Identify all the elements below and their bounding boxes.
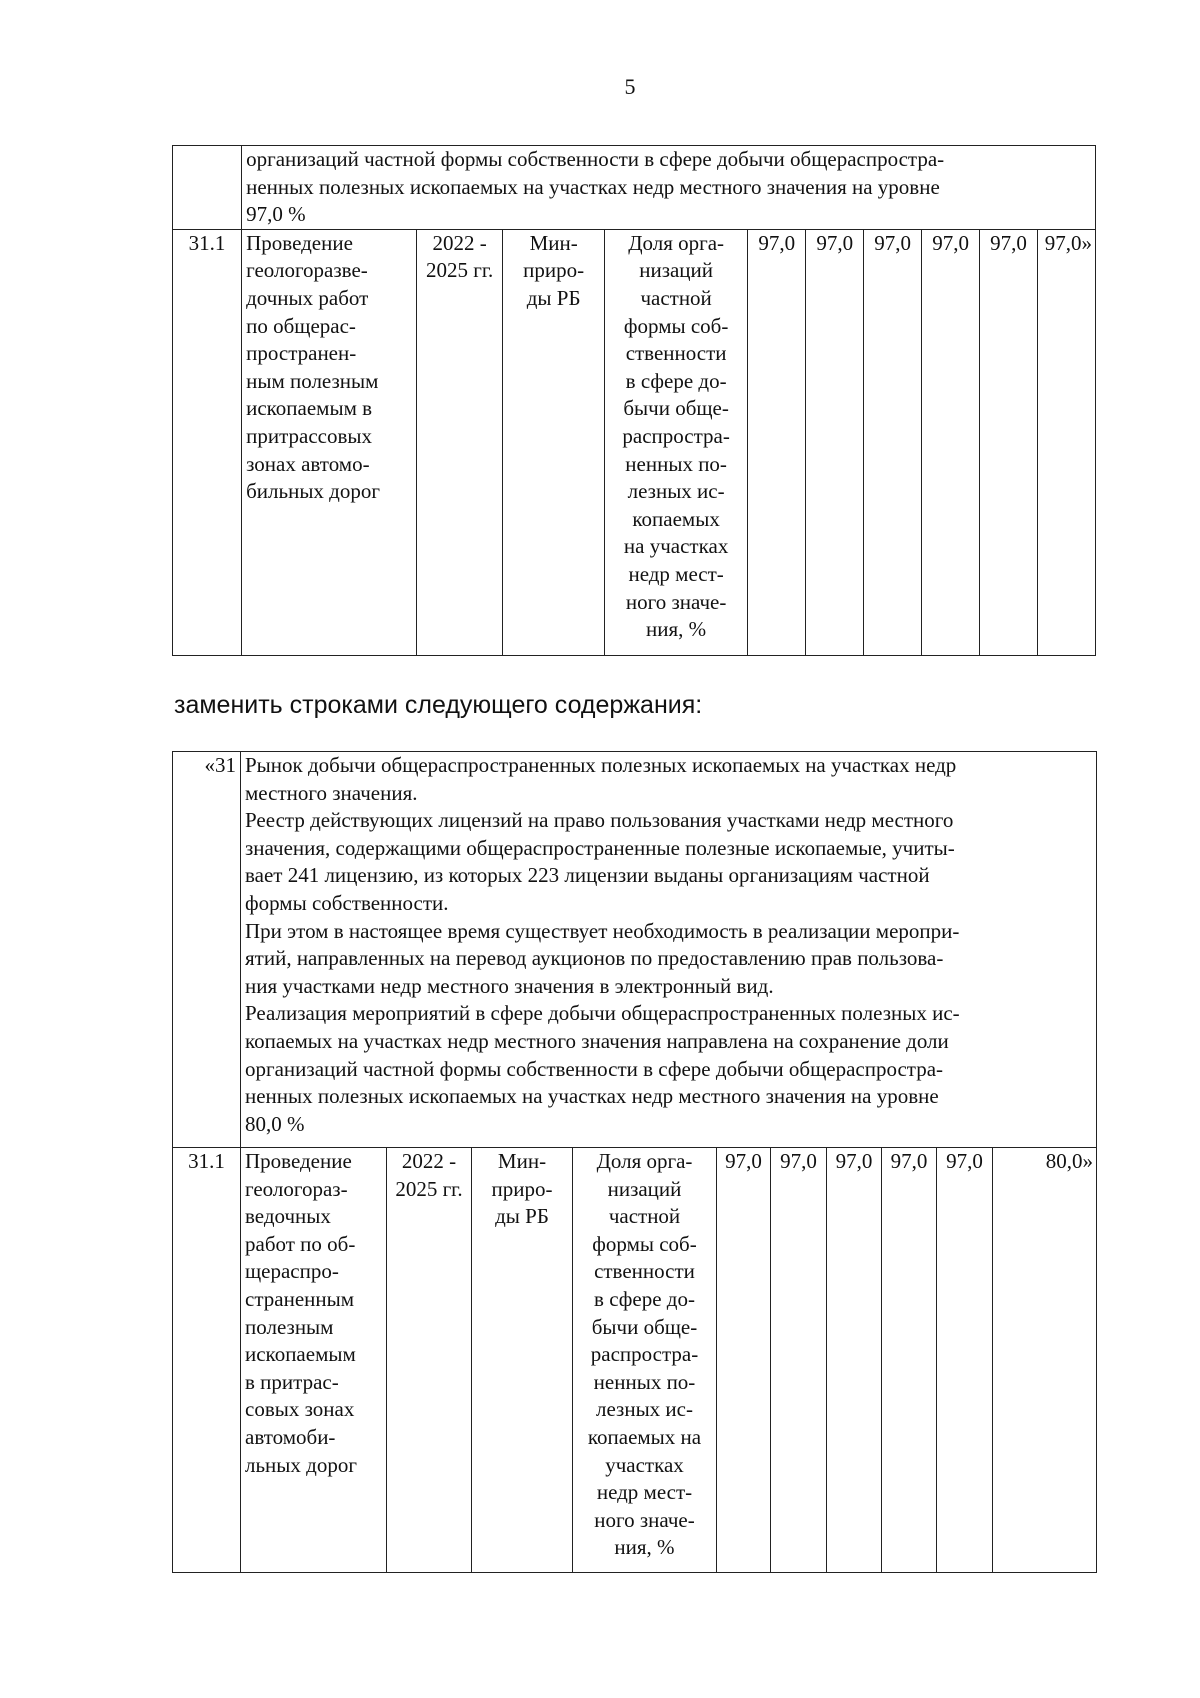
value-cell: 97,0 bbox=[771, 1148, 827, 1573]
replace-instruction: заменить строками следующего содержания: bbox=[174, 691, 703, 719]
table-before bbox=[172, 145, 1096, 656]
table-row bbox=[173, 752, 1097, 1148]
paragraph: При этом в настоящее время существует необходимость в реализации меропри- ятий, направленных на перевод аукционов по предоставлению прав пользова- ния участками недр местного значения в электронный вид. bbox=[245, 918, 960, 998]
period-cell: 2022 - 2025 гг. bbox=[387, 1148, 472, 1573]
page-number: 5 bbox=[624, 74, 636, 99]
value-cell: 97,0 bbox=[748, 229, 806, 655]
value-cell: 97,0 bbox=[937, 1148, 993, 1573]
section-code: «31 bbox=[173, 752, 241, 1148]
period-cell: 2022 - 2025 гг. bbox=[416, 229, 502, 655]
table-row bbox=[173, 1148, 1097, 1573]
value-cell: 97,0 bbox=[806, 229, 864, 655]
row-code: 31.1 bbox=[173, 1148, 241, 1573]
value-cell: 97,0 bbox=[882, 1148, 937, 1573]
table-row bbox=[173, 229, 1096, 655]
value-cell: 97,0 bbox=[980, 229, 1038, 655]
continuation-text: организаций частной формы собственности в сфере добычи общераспростра- ненных полезных ископаемых на участках недр местного значения на уровне 97,0 % bbox=[242, 146, 1096, 230]
paragraph: Реализация мероприятий в сфере добычи общераспространенных полезных ис- копаемых на участках недр местного значения направлена на сохранение доли организаций частной формы собственности в сфере добычи общераспростра- ненных полезных ископаемых на участках недр местного значения на уровне 80,0 % bbox=[245, 1001, 960, 1136]
executor-cell: Мин- приро- ды РБ bbox=[472, 1148, 573, 1573]
code-cell-empty bbox=[173, 146, 242, 230]
value-cell: 97,0 bbox=[827, 1148, 882, 1573]
activity-cell: Проведение геологоразве- дочных работ по общерас- пространен- ным полезным ископаемым в притрассовых зонах автомо- бильных дорог bbox=[242, 229, 417, 655]
table-after bbox=[172, 751, 1097, 1573]
value-cell: 97,0 bbox=[864, 229, 922, 655]
value-cell: 97,0 bbox=[922, 229, 980, 655]
executor-cell: Мин- приро- ды РБ bbox=[503, 229, 605, 655]
paragraph: Рынок добычи общераспространенных полезных ископаемых на участках недр местного значения. bbox=[245, 753, 957, 805]
row-code: 31.1 bbox=[173, 229, 242, 655]
value-cell: 97,0» bbox=[1037, 229, 1095, 655]
value-cell: 80,0» bbox=[993, 1148, 1097, 1573]
indicator-cell: Доля орга- низаций частной формы соб- ственности в сфере до- бычи обще- распростра- ненных по- лезных ис- копаемых на участках недр мест- ного значе- ния, % bbox=[573, 1148, 717, 1573]
section-description bbox=[241, 752, 1097, 1148]
activity-cell: Проведение геологораз- ведочных работ по об- щераспро- страненным полезным ископаемым в притрас- совых зонах автомоби- льных дорог bbox=[241, 1148, 387, 1573]
table-row bbox=[173, 146, 1096, 230]
indicator-cell: Доля орга- низаций частной формы соб- ственности в сфере до- бычи обще- распростра- ненных по- лезных ис- копаемых на участках недр мест- ного значе- ния, % bbox=[604, 229, 747, 655]
paragraph: Реестр действующих лицензий на право пользования участками недр местного значения, содержащими общераспространенные полезные ископаемые, учиты- вает 241 лицензию, из которых 223 лицензии выданы организациям частной формы собственности. bbox=[245, 808, 955, 915]
value-cell: 97,0 bbox=[717, 1148, 771, 1573]
